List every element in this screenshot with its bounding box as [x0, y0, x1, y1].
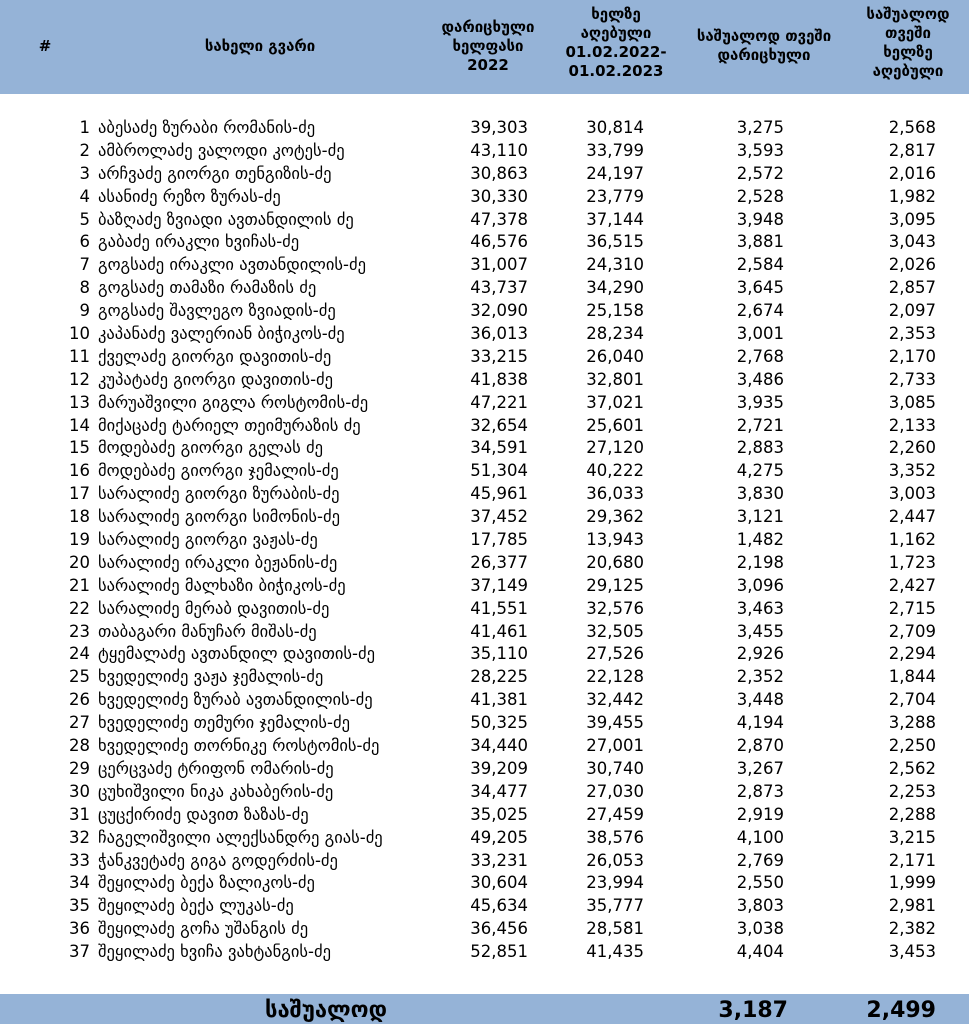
monthly-accrued: 2,550: [736, 873, 784, 893]
monthly-received: 2,250: [888, 736, 936, 756]
monthly-received: 2,709: [888, 621, 936, 641]
monthly-accrued: 4,275: [736, 461, 784, 481]
row-number: 20: [69, 552, 90, 572]
monthly-accrued: 2,572: [736, 163, 784, 183]
column-header-salary-line: ხელფასი: [452, 37, 524, 55]
monthly-accrued: 3,001: [736, 324, 784, 344]
table-row: [0, 621, 969, 644]
monthly-accrued: 2,919: [736, 804, 784, 824]
received-amount: 32,505: [586, 621, 644, 641]
monthly-received: 3,215: [888, 827, 936, 847]
table-row: [0, 392, 969, 415]
accrued-salary: 26,377: [470, 552, 528, 572]
table-row: [0, 231, 969, 254]
accrued-salary: 34,440: [470, 736, 528, 756]
employee-name: შეყილაძე გოჩა უშანგის ძე: [98, 919, 309, 939]
table-row: [0, 323, 969, 346]
row-number: 25: [69, 667, 90, 687]
employee-name: გოგსაძე ირაკლი ავთანდილის-ძე: [98, 255, 366, 275]
received-amount: 23,994: [586, 873, 644, 893]
row-number: 9: [79, 301, 90, 321]
row-number: 13: [69, 392, 90, 412]
monthly-received: 2,568: [888, 118, 936, 137]
accrued-salary: 41,461: [470, 621, 528, 641]
table-body: [0, 117, 969, 964]
accrued-salary: 28,225: [470, 667, 528, 687]
employee-name: ცუცქირიძე დავით ზაზას-ძე: [98, 804, 309, 824]
monthly-accrued: 2,873: [736, 781, 784, 801]
table-row: [0, 369, 969, 392]
table-row: [0, 254, 969, 277]
table-row: [0, 529, 969, 552]
row-number: 23: [69, 621, 90, 641]
employee-name: კუპატაძე გიორგი დავითის-ძე: [98, 369, 334, 389]
table-row: [0, 712, 969, 735]
employee-name: სარალიძე ირაკლი ბეჟანის-ძე: [98, 552, 338, 572]
employee-name: კაპანაძე ვალერიან ბიჭიკოს-ძე: [98, 324, 345, 344]
accrued-salary: 33,231: [470, 850, 528, 870]
monthly-accrued: 2,768: [736, 346, 784, 366]
row-number: 32: [69, 827, 90, 847]
accrued-salary: 31,007: [470, 255, 528, 275]
employee-name: შეყილაძე ხვიჩა ვახტანგის-ძე: [98, 942, 332, 962]
column-header-salary: [424, 18, 552, 75]
received-amount: 27,120: [586, 438, 644, 458]
received-amount: 24,197: [586, 163, 644, 183]
row-number: 27: [69, 713, 90, 733]
monthly-received: 3,288: [888, 713, 936, 733]
table-row: [0, 552, 969, 575]
footer-average-monthly-received: 2,499: [866, 998, 936, 1023]
accrued-salary: 41,381: [470, 690, 528, 710]
footer-average-monthly-salary: 3,187: [718, 998, 788, 1023]
employee-name: ცერცვაძე ტრიფონ ომარის-ძე: [98, 758, 334, 778]
monthly-received: 3,095: [888, 209, 936, 229]
table-row: [0, 506, 969, 529]
accrued-salary: 43,110: [470, 140, 528, 160]
row-number: 21: [69, 575, 90, 595]
monthly-accrued: 3,803: [736, 896, 784, 916]
monthly-received: 2,016: [888, 163, 936, 183]
row-number: 19: [69, 530, 90, 550]
received-amount: 39,455: [586, 713, 644, 733]
received-amount: 26,040: [586, 346, 644, 366]
employee-name: სარალიძე მერაბ დავითის-ძე: [98, 598, 330, 618]
row-number: 31: [69, 804, 90, 824]
employee-name: ჩაგელიშვილი ალექსანდრე გიას-ძე: [98, 827, 383, 847]
row-number: 17: [69, 484, 90, 504]
table-row: [0, 850, 969, 873]
monthly-accrued: 3,267: [736, 758, 784, 778]
employee-name: ხვედელიძე თემური ჯემალის-ძე: [98, 713, 350, 733]
row-number: 37: [69, 942, 90, 962]
monthly-received: 2,170: [888, 346, 936, 366]
monthly-accrued: 2,584: [736, 255, 784, 275]
table-row: [0, 117, 969, 140]
accrued-salary: 33,215: [470, 346, 528, 366]
received-amount: 38,576: [586, 827, 644, 847]
employee-name: ბაზღაძე ზვიადი ავთანდილის ძე: [98, 209, 354, 229]
monthly-received: 3,453: [888, 942, 936, 962]
monthly-received: 2,562: [888, 758, 936, 778]
accrued-salary: 50,325: [470, 713, 528, 733]
monthly-accrued: 2,528: [736, 186, 784, 206]
monthly-received: 1,999: [888, 873, 936, 893]
column-header-received-line: ხელზე: [591, 5, 641, 23]
table-row: [0, 346, 969, 369]
table-row: [0, 827, 969, 850]
accrued-salary: 47,378: [470, 209, 528, 229]
received-amount: 29,125: [586, 575, 644, 595]
table-row: [0, 598, 969, 621]
row-number: 8: [79, 278, 90, 298]
monthly-accrued: 2,352: [736, 667, 784, 687]
received-amount: 27,526: [586, 644, 644, 664]
monthly-accrued: 3,935: [736, 392, 784, 412]
received-amount: 28,581: [586, 919, 644, 939]
monthly-accrued: 3,121: [736, 507, 784, 527]
accrued-salary: 35,110: [470, 644, 528, 664]
column-header-number: #: [38, 37, 52, 55]
accrued-salary: 30,863: [470, 163, 528, 183]
received-amount: 13,943: [586, 530, 644, 550]
received-amount: 30,814: [586, 118, 644, 137]
accrued-salary: 39,303: [470, 118, 528, 137]
monthly-received: 2,704: [888, 690, 936, 710]
column-header-monthly-received-line: თვეში: [885, 24, 931, 42]
employee-name: ასანიძე რეზო ზურას-ძე: [98, 186, 281, 206]
table-row: [0, 643, 969, 666]
monthly-received: 2,981: [888, 896, 936, 916]
column-header-monthly-salary: [676, 27, 852, 65]
table-row: [0, 163, 969, 186]
accrued-salary: 49,205: [470, 827, 528, 847]
received-amount: 36,033: [586, 484, 644, 504]
monthly-accrued: 4,404: [736, 942, 784, 962]
monthly-accrued: 3,455: [736, 621, 784, 641]
monthly-accrued: 3,830: [736, 484, 784, 504]
accrued-salary: 35,025: [470, 804, 528, 824]
received-amount: 26,053: [586, 850, 644, 870]
table-row: [0, 277, 969, 300]
table-row: [0, 918, 969, 941]
row-number: 36: [69, 919, 90, 939]
monthly-received: 2,715: [888, 598, 936, 618]
received-amount: 40,222: [586, 461, 644, 481]
accrued-salary: 17,785: [470, 530, 528, 550]
received-amount: 32,442: [586, 690, 644, 710]
table-row: [0, 872, 969, 895]
received-amount: 27,001: [586, 736, 644, 756]
employee-name: აბესაძე ზურაბი რომანის-ძე: [98, 118, 316, 137]
accrued-salary: 43,737: [470, 278, 528, 298]
row-number: 5: [79, 209, 90, 229]
accrued-salary: 39,209: [470, 758, 528, 778]
employee-name: გაბაძე ირაკლი ხვიჩას-ძე: [98, 232, 300, 252]
row-number: 24: [69, 644, 90, 664]
monthly-received: 2,294: [888, 644, 936, 664]
table-row: [0, 209, 969, 232]
employee-name: ცუხიშვილი ნიკა კახაბერის-ძე: [98, 781, 334, 801]
monthly-received: 2,253: [888, 781, 936, 801]
monthly-accrued: 3,463: [736, 598, 784, 618]
employee-name: ქველაძე გიორგი დავითის-ძე: [98, 346, 332, 366]
monthly-accrued: 3,948: [736, 209, 784, 229]
monthly-received: 3,085: [888, 392, 936, 412]
row-number: 28: [69, 736, 90, 756]
monthly-received: 1,162: [888, 530, 936, 550]
column-header-monthly-salary-line: საშუალოდ თვეში: [696, 27, 832, 45]
row-number: 26: [69, 690, 90, 710]
received-amount: 33,799: [586, 140, 644, 160]
monthly-received: 1,723: [888, 552, 936, 572]
received-amount: 25,601: [586, 415, 644, 435]
monthly-accrued: 2,769: [736, 850, 784, 870]
employee-name: ჭანკვეტაძე გიგა გოდერძის-ძე: [98, 850, 338, 870]
table-row: [0, 781, 969, 804]
accrued-salary: 41,551: [470, 598, 528, 618]
received-amount: 29,362: [586, 507, 644, 527]
monthly-received: 2,288: [888, 804, 936, 824]
accrued-salary: 47,221: [470, 392, 528, 412]
table-row: [0, 186, 969, 209]
employee-name: შეყილაძე ბექა ზალიკოს-ძე: [98, 873, 315, 893]
accrued-salary: 52,851: [470, 942, 528, 962]
monthly-accrued: 3,275: [736, 118, 784, 137]
employee-name: გოგსაძე შავლეგო ზვიადის-ძე: [98, 301, 336, 321]
monthly-received: 1,844: [888, 667, 936, 687]
monthly-received: 3,043: [888, 232, 936, 252]
accrued-salary: 37,149: [470, 575, 528, 595]
monthly-received: 2,382: [888, 919, 936, 939]
accrued-salary: 46,576: [470, 232, 528, 252]
accrued-salary: 32,090: [470, 301, 528, 321]
employee-name: არჩვაძე გიორგი თენგიზის-ძე: [98, 163, 332, 183]
received-amount: 32,576: [586, 598, 644, 618]
accrued-salary: 30,604: [470, 873, 528, 893]
column-header-received-line: აღებული: [580, 24, 652, 42]
employee-name: ტყემალაძე ავთანდილ დავითის-ძე: [98, 644, 375, 664]
monthly-accrued: 2,870: [736, 736, 784, 756]
received-amount: 28,234: [586, 324, 644, 344]
column-header-received-line: 01.02.2022-: [565, 43, 667, 61]
footer-average-label: საშუალოდ: [265, 998, 387, 1023]
table-row: [0, 300, 969, 323]
employee-name: ხვედელიძე თორნიკე როსტომის-ძე: [98, 736, 380, 756]
table-row: [0, 483, 969, 506]
accrued-salary: 34,477: [470, 781, 528, 801]
table-row: [0, 140, 969, 163]
employee-name: სარალიძე მალხაზი ბიჭიკოს-ძე: [98, 575, 346, 595]
accrued-salary: 45,634: [470, 896, 528, 916]
monthly-accrued: 4,194: [736, 713, 784, 733]
row-number: 14: [69, 415, 90, 435]
monthly-received: 2,447: [888, 507, 936, 527]
monthly-received: 2,427: [888, 575, 936, 595]
column-header-salary-line: 2022: [467, 56, 509, 74]
employee-name: მოდებაძე გიორგი გელას ძე: [98, 438, 324, 458]
table-header: [0, 0, 969, 94]
column-header-salary-line: დარიცხული: [441, 18, 535, 36]
employee-name: თაბაგარი მანუჩარ მიშას-ძე: [98, 621, 317, 641]
column-header-monthly-received-line: აღებული: [872, 62, 944, 80]
monthly-accrued: 3,096: [736, 575, 784, 595]
table-row: [0, 575, 969, 598]
table-row: [0, 415, 969, 438]
monthly-received: 2,260: [888, 438, 936, 458]
monthly-received: 2,171: [888, 850, 936, 870]
table-row: [0, 689, 969, 712]
received-amount: 20,680: [586, 552, 644, 572]
row-number: 18: [69, 507, 90, 527]
monthly-accrued: 2,721: [736, 415, 784, 435]
monthly-received: 2,857: [888, 278, 936, 298]
row-number: 33: [69, 850, 90, 870]
column-header-name: სახელი გვარი: [204, 37, 316, 55]
received-amount: 27,459: [586, 804, 644, 824]
row-number: 10: [69, 324, 90, 344]
monthly-received: 3,352: [888, 461, 936, 481]
table-row: [0, 758, 969, 781]
row-number: 2: [79, 140, 90, 160]
row-number: 11: [69, 346, 90, 366]
accrued-salary: 32,654: [470, 415, 528, 435]
monthly-accrued: 3,486: [736, 369, 784, 389]
monthly-accrued: 2,674: [736, 301, 784, 321]
employee-name: ხვედელიძე ვაჟა ჯემალის-ძე: [98, 667, 324, 687]
table-row: [0, 735, 969, 758]
column-header-monthly-received-line: საშუალოდ: [866, 5, 950, 23]
row-number: 35: [69, 896, 90, 916]
monthly-received: 2,733: [888, 369, 936, 389]
row-number: 3: [79, 163, 90, 183]
accrued-salary: 45,961: [470, 484, 528, 504]
table-row: [0, 895, 969, 918]
row-number: 15: [69, 438, 90, 458]
received-amount: 27,030: [586, 781, 644, 801]
employee-name: სარალიძე გიორგი ზურაბის-ძე: [98, 484, 340, 504]
received-amount: 32,801: [586, 369, 644, 389]
accrued-salary: 41,838: [470, 369, 528, 389]
accrued-salary: 51,304: [470, 461, 528, 481]
accrued-salary: 37,452: [470, 507, 528, 527]
received-amount: 34,290: [586, 278, 644, 298]
table-row: [0, 941, 969, 964]
accrued-salary: 30,330: [470, 186, 528, 206]
row-number: 22: [69, 598, 90, 618]
monthly-accrued: 3,038: [736, 919, 784, 939]
monthly-received: 1,982: [888, 186, 936, 206]
accrued-salary: 36,456: [470, 919, 528, 939]
monthly-accrued: 3,881: [736, 232, 784, 252]
received-amount: 35,777: [586, 896, 644, 916]
monthly-received: 2,097: [888, 301, 936, 321]
accrued-salary: 34,591: [470, 438, 528, 458]
column-header-monthly-received-line: ხელზე: [883, 43, 933, 61]
monthly-received: 2,353: [888, 324, 936, 344]
row-number: 30: [69, 781, 90, 801]
employee-name: შეყილაძე ბექა ლუკას-ძე: [98, 896, 294, 916]
employee-name: სარალიძე გიორგი სიმონის-ძე: [98, 507, 340, 527]
received-amount: 37,144: [586, 209, 644, 229]
monthly-received: 2,026: [888, 255, 936, 275]
monthly-received: 2,817: [888, 140, 936, 160]
row-number: 29: [69, 758, 90, 778]
employee-name: სარალიძე გიორგი ვაჟას-ძე: [98, 530, 318, 550]
received-amount: 41,435: [586, 942, 644, 962]
received-amount: 24,310: [586, 255, 644, 275]
employee-name: მარუაშვილი გიგლა როსტომის-ძე: [98, 392, 369, 412]
employee-name: გოგსაძე თამაზი რამაზის ძე: [98, 278, 317, 298]
column-header-monthly-salary-line: დარიცხული: [717, 46, 811, 64]
received-amount: 23,779: [586, 186, 644, 206]
row-number: 6: [79, 232, 90, 252]
row-number: 7: [79, 255, 90, 275]
monthly-accrued: 2,198: [736, 552, 784, 572]
employee-name: ხვედელიძე ზურაბ ავთანდილის-ძე: [98, 690, 373, 710]
table-row: [0, 437, 969, 460]
monthly-accrued: 3,593: [736, 140, 784, 160]
received-amount: 22,128: [586, 667, 644, 687]
table-footer: [0, 994, 969, 1024]
monthly-accrued: 2,883: [736, 438, 784, 458]
monthly-accrued: 3,645: [736, 278, 784, 298]
employee-name: ამბროლაძე ვალოდი კოტეს-ძე: [98, 140, 345, 160]
column-header-monthly-received: [852, 5, 964, 81]
monthly-accrued: 2,926: [736, 644, 784, 664]
row-number: 16: [69, 461, 90, 481]
accrued-salary: 36,013: [470, 324, 528, 344]
row-number: 1: [79, 118, 90, 137]
monthly-accrued: 3,448: [736, 690, 784, 710]
received-amount: 30,740: [586, 758, 644, 778]
table-row: [0, 666, 969, 689]
row-number: 4: [79, 186, 90, 206]
monthly-received: 3,003: [888, 484, 936, 504]
employee-name: მოდებაძე გიორგი ჯემალის-ძე: [98, 461, 339, 481]
monthly-received: 2,133: [888, 415, 936, 435]
monthly-accrued: 4,100: [736, 827, 784, 847]
column-header-received-line: 01.02.2023: [568, 62, 664, 80]
received-amount: 37,021: [586, 392, 644, 412]
row-number: 34: [69, 873, 90, 893]
column-header-received: [556, 5, 676, 81]
monthly-accrued: 1,482: [736, 530, 784, 550]
employee-name: მიქაცაძე ტარიელ თეიმურაზის ძე: [98, 415, 361, 435]
table-row: [0, 804, 969, 827]
received-amount: 25,158: [586, 301, 644, 321]
table-row: [0, 460, 969, 483]
received-amount: 36,515: [586, 232, 644, 252]
row-number: 12: [69, 369, 90, 389]
